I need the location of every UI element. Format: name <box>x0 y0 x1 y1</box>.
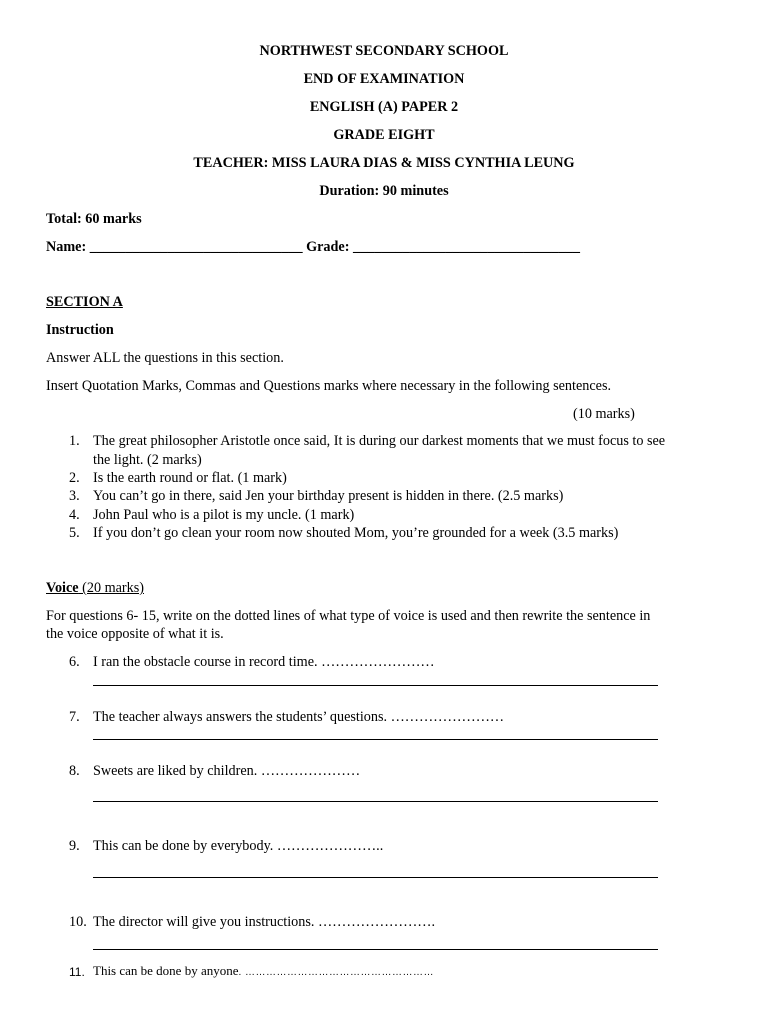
section-a-marks: (10 marks) <box>573 406 635 422</box>
question-text: The great philosopher Aristotle once said, It is during our darkest moments that we must focus to see <box>93 433 666 449</box>
question-number: 1. <box>69 433 80 449</box>
question-number: 5. <box>69 525 80 541</box>
answer-line[interactable] <box>93 685 658 686</box>
question-number: 11. <box>69 965 85 979</box>
name-grade-line: Name: ______________________________ Grade: ________________________________ <box>46 239 580 255</box>
question-text: This can be done by everybody. ………………….. <box>93 838 384 854</box>
voice-instruction-2: the voice opposite of what it is. <box>46 626 224 642</box>
question-text: Is the earth round or flat. (1 mark) <box>93 470 287 486</box>
question-text <box>93 963 434 979</box>
instruction-label: Instruction <box>46 322 114 338</box>
question-number: 3. <box>69 488 80 504</box>
answer-line[interactable] <box>93 877 658 878</box>
voice-title: Voice <box>46 580 79 596</box>
question-text: The teacher always answers the students’ questions. …………………… <box>93 709 505 725</box>
exam-title: END OF EXAMINATION <box>303 71 465 87</box>
question-text: the light. (2 marks) <box>93 452 202 468</box>
paper-title: ENGLISH (A) PAPER 2 <box>309 99 459 115</box>
question-number: 6. <box>69 654 80 670</box>
instruction-text-2: Insert Quotation Marks, Commas and Questions marks where necessary in the following sentences. <box>46 378 612 394</box>
question-number: 10. <box>69 914 87 930</box>
question-text: The director will give you instructions. ……………………. <box>93 914 436 930</box>
section-a-title: SECTION A <box>46 294 123 310</box>
teacher-line: TEACHER: MISS LAURA DIAS & MISS CYNTHIA LEUNG <box>193 155 575 171</box>
total-marks: Total: 60 marks <box>46 211 142 227</box>
question-number: 2. <box>69 470 80 486</box>
school-name: NORTHWEST SECONDARY SCHOOL <box>259 43 509 59</box>
grade-title: GRADE EIGHT <box>333 127 435 143</box>
question-number: 4. <box>69 507 80 523</box>
duration-line: Duration: 90 minutes <box>319 183 449 199</box>
question-text: John Paul who is a pilot is my uncle. (1 mark) <box>93 507 355 523</box>
answer-line[interactable] <box>93 801 658 802</box>
voice-marks: (20 marks) <box>78 580 144 596</box>
question-text: I ran the obstacle course in record time. …………………… <box>93 654 435 670</box>
question-text: If you don’t go clean your room now shouted Mom, you’re grounded for a week (3.5 marks) <box>93 525 619 541</box>
question-number: 8. <box>69 763 80 779</box>
answer-line[interactable] <box>93 739 658 740</box>
question-text: You can’t go in there, said Jen your birthday present is hidden in there. (2.5 marks) <box>93 488 564 504</box>
question-text: Sweets are liked by children. ………………… <box>93 763 361 779</box>
instruction-text-1: Answer ALL the questions in this section. <box>46 350 284 366</box>
answer-line[interactable] <box>93 949 658 950</box>
question-number: 7. <box>69 709 80 725</box>
voice-instruction-1: For questions 6- 15, write on the dotted lines of what type of voice is used and then rewrite the sentence in <box>46 608 651 624</box>
answer-dots: . ……………………………………………… <box>238 967 435 978</box>
question-sentence: This can be done by anyone <box>93 963 239 978</box>
question-number: 9. <box>69 838 80 854</box>
voice-heading <box>46 580 144 597</box>
